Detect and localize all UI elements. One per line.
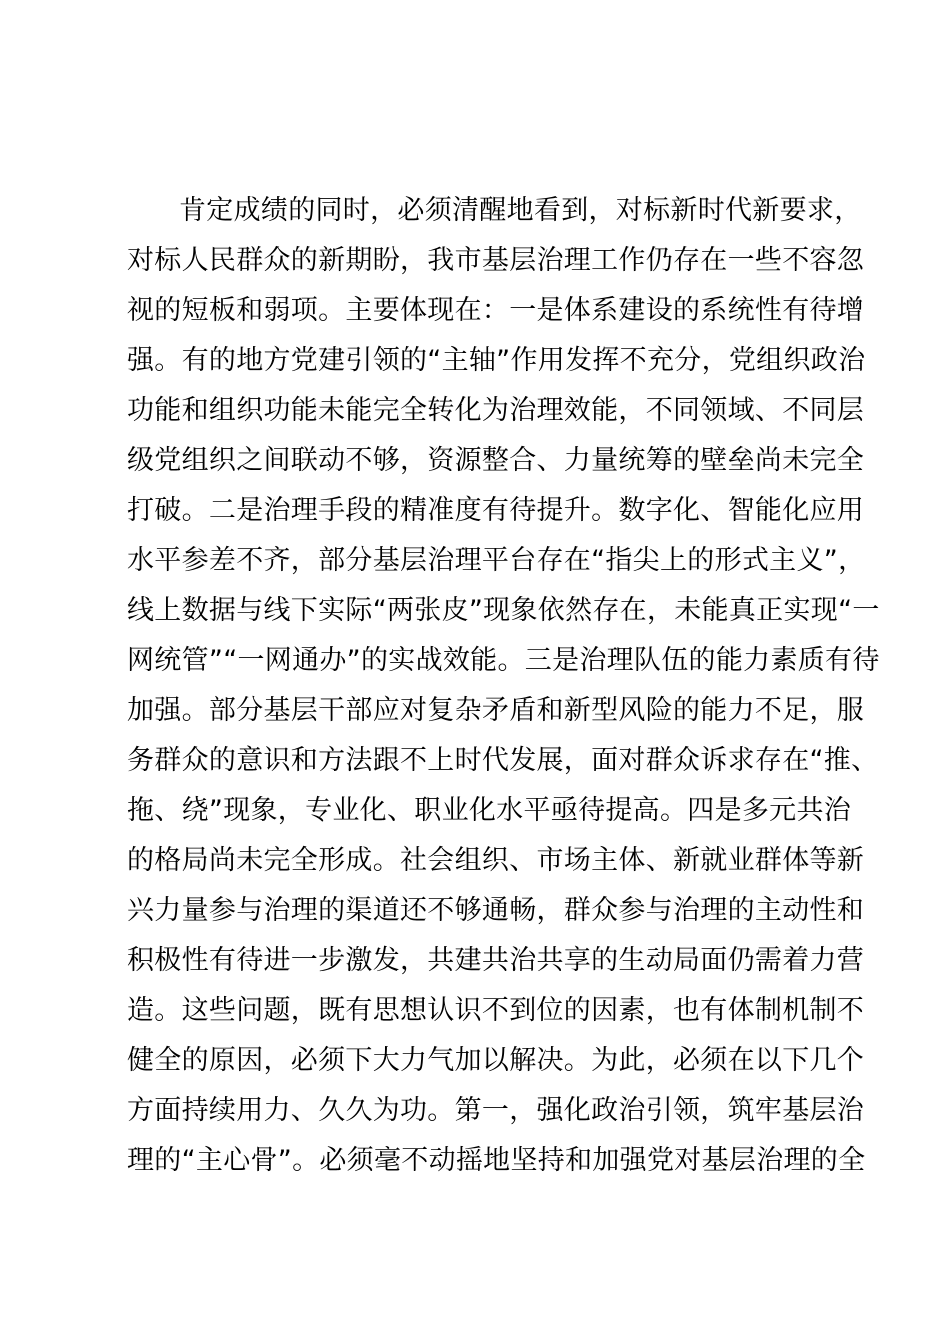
paragraph-line: 水平参差不齐，部分基层治理平台存在“指尖上的形式主义”， [127, 545, 866, 576]
paragraph-line: 造。这些问题，既有思想认识不到位的因素，也有体制机制不 [127, 995, 865, 1026]
paragraph-line: 对标人民群众的新期盼，我市基层治理工作仍存在一些不容忽 [127, 245, 865, 276]
paragraph-line: 理的“主心骨”。必须毫不动摇地坚持和加强党对基层治理的全 [127, 1145, 866, 1176]
paragraph-line: 积极性有待进一步激发，共建共治共享的生动局面仍需着力营 [127, 945, 865, 976]
paragraph-line: 拖、绕”现象，专业化、职业化水平亟待提高。四是多元共治 [127, 795, 852, 826]
paragraph-line: 加强。部分基层干部应对复杂矛盾和新型风险的能力不足，服 [127, 695, 865, 726]
paragraph-line: 务群众的意识和方法跟不上时代发展，面对群众诉求存在“推、 [127, 745, 879, 776]
paragraph-line: 网统管”“一网通办”的实战效能。三是治理队伍的能力素质有待 [127, 645, 880, 676]
paragraph-line: 方面持续用力、久久为功。第一，强化政治引领，筑牢基层治 [127, 1095, 865, 1126]
paragraph-line: 打破。二是治理手段的精准度有待提升。数字化、智能化应用 [127, 495, 865, 526]
paragraph-line: 视的短板和弱项。主要体现在：一是体系建设的系统性有待增 [127, 295, 865, 326]
paragraph-line: 健全的原因，必须下大力气加以解决。为此，必须在以下几个 [127, 1045, 865, 1076]
paragraph-line: 兴力量参与治理的渠道还不够通畅，群众参与治理的主动性和 [127, 895, 865, 926]
paragraph-line: 肯定成绩的同时，必须清醒地看到，对标新时代新要求， [179, 195, 862, 226]
paragraph-line: 的格局尚未完全形成。社会组织、市场主体、新就业群体等新 [127, 845, 865, 876]
paragraph-line: 功能和组织功能未能完全转化为治理效能，不同领域、不同层 [127, 395, 865, 426]
paragraph-line: 线上数据与线下实际“两张皮”现象依然存在，未能真正实现“一 [127, 595, 880, 626]
paragraph-line: 强。有的地方党建引领的“主轴”作用发挥不充分，党组织政治 [127, 345, 866, 376]
paragraph-line: 级党组织之间联动不够，资源整合、力量统筹的壁垒尚未完全 [127, 445, 865, 476]
